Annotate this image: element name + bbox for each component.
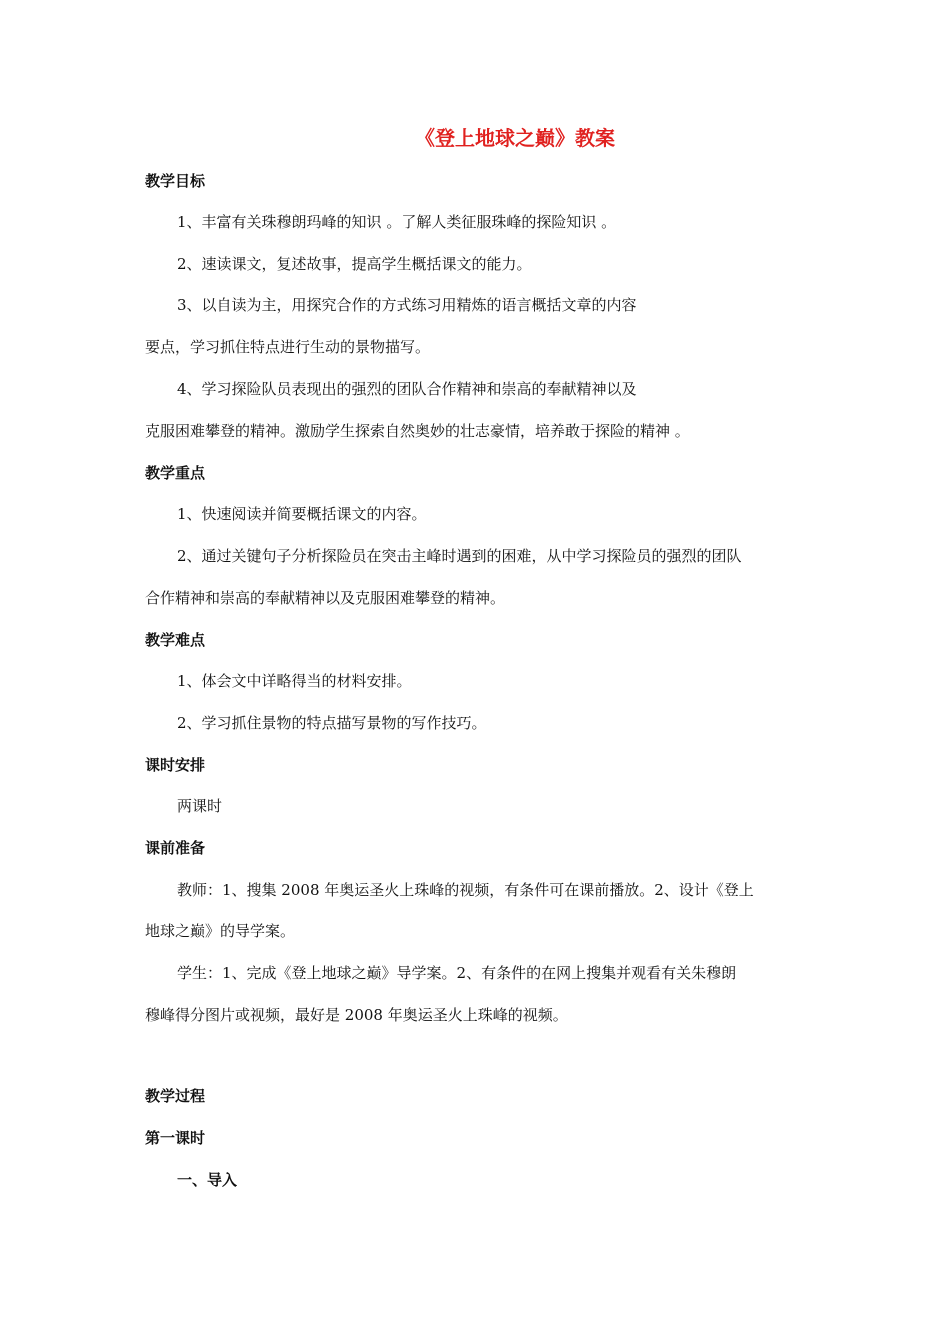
heading-intro-step: 一、导入 xyxy=(177,1171,238,1189)
heading-lesson-one: 第一课时 xyxy=(145,1129,206,1147)
key-points-item: 合作精神和崇高的奉献精神以及克服困难攀登的精神。 xyxy=(145,589,506,607)
key-points-item: 1、快速阅读并简要概括课文的内容。 xyxy=(177,505,427,523)
goals-item: 3、以自读为主，用探究合作的方式练习用精炼的语言概括文章的内容 xyxy=(177,296,637,314)
preparation-item: 穆峰得分图片或视频，最好是 2008 年奥运圣火上珠峰的视频。 xyxy=(145,1006,568,1024)
goals-item: 2、速读课文，复述故事，提高学生概括课文的能力。 xyxy=(177,255,532,273)
preparation-item: 地球之巅》的导学案。 xyxy=(145,922,296,940)
heading-preparation: 课前准备 xyxy=(145,839,206,857)
goals-item: 1、丰富有关珠穆朗玛峰的知识 。了解人类征服珠峰的探险知识 。 xyxy=(177,213,617,231)
schedule-item: 两课时 xyxy=(177,797,223,815)
heading-key-points: 教学重点 xyxy=(145,464,206,482)
heading-schedule: 课时安排 xyxy=(145,756,206,774)
key-points-item: 2、通过关键句子分析探险员在突击主峰时遇到的困难，从中学习探险员的强烈的团队 xyxy=(177,547,742,565)
heading-goals: 教学目标 xyxy=(145,172,206,190)
difficulties-item: 1、体会文中详略得当的材料安排。 xyxy=(177,672,412,690)
goals-item: 4、学习探险队员表现出的强烈的团队合作精神和崇高的奉献精神以及 xyxy=(177,380,637,398)
goals-item: 要点，学习抓住特点进行生动的景物描写。 xyxy=(145,338,431,356)
document-title: 《登上地球之巅》教案 xyxy=(415,126,615,150)
difficulties-item: 2、学习抓住景物的特点描写景物的写作技巧。 xyxy=(177,714,487,732)
preparation-item: 学生：1、完成《登上地球之巅》导学案。2、有条件的在网上搜集并观看有关朱穆朗 xyxy=(177,964,737,982)
heading-process: 教学过程 xyxy=(145,1087,206,1105)
goals-item: 克服困难攀登的精神。激励学生探索自然奥妙的壮志豪情，培养敢于探险的精神 。 xyxy=(145,422,690,440)
preparation-item: 教师：1、搜集 2008 年奥运圣火上珠峰的视频，有条件可在课前播放。2、设计《登上 xyxy=(177,881,754,899)
heading-difficulties: 教学难点 xyxy=(145,631,206,649)
